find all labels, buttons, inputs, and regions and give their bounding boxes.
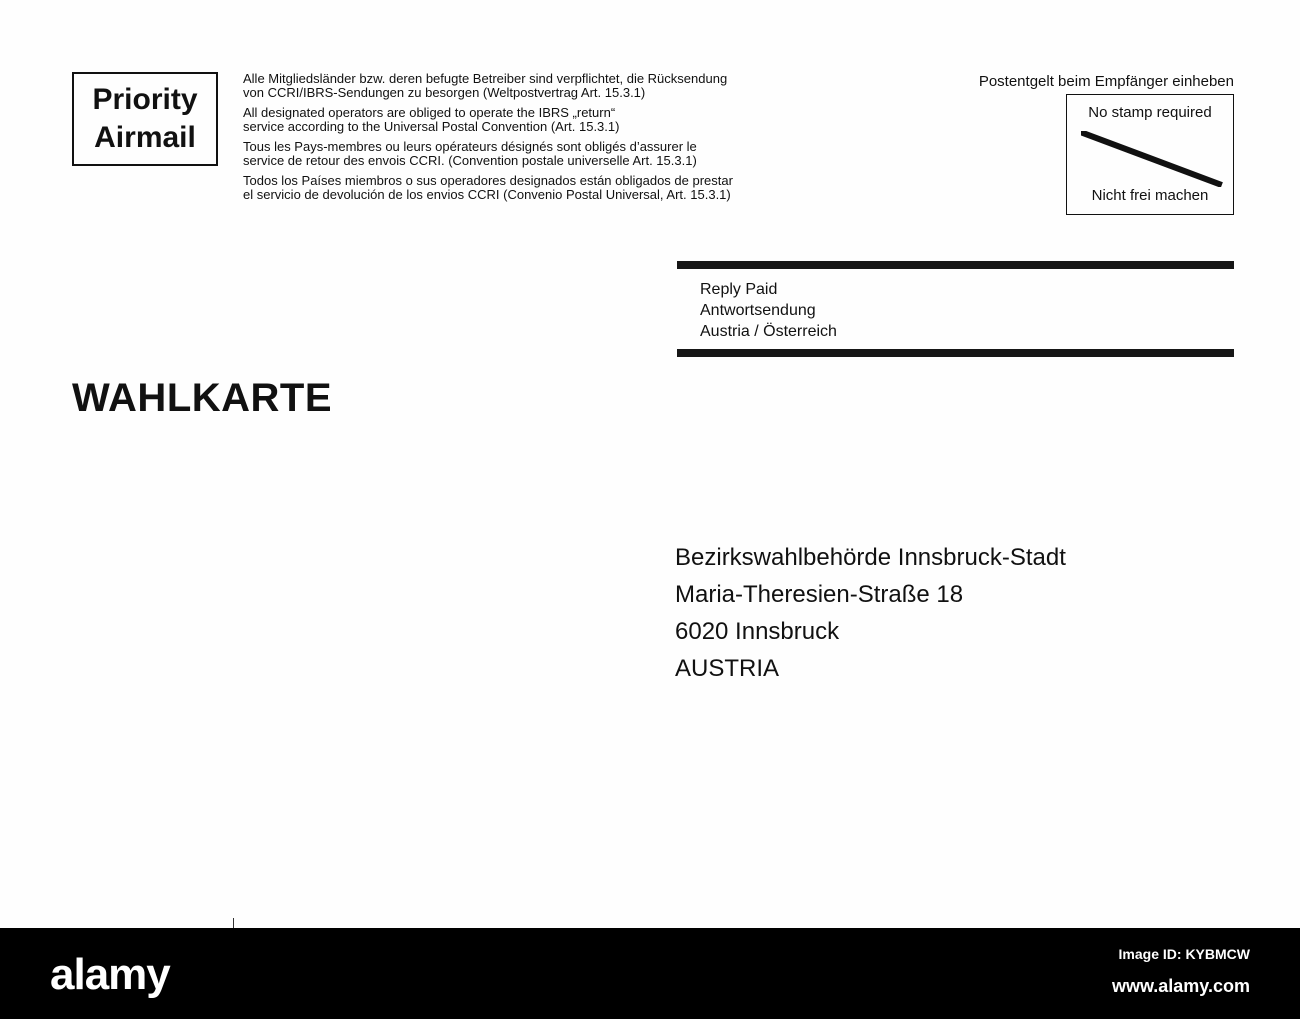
notice-french-line-2: service de retour des envois CCRI. (Convention postale universelle Art. 15.3.1) (243, 153, 697, 168)
recipient-line-3: 6020 Innsbruck (675, 618, 840, 645)
reply-top-bar (677, 261, 1234, 269)
document-title: WAHLKARTE (72, 376, 333, 420)
stamp-box (1066, 94, 1234, 215)
priority-airmail-label (72, 72, 218, 166)
notice-spanish-line-2: el servicio de devolución de los envios CCRI (Convenio Postal Universal, Art. 15.3.1) (243, 187, 731, 202)
recipient-line-1: Bezirkswahlbehörde Innsbruck-Stadt (675, 544, 1066, 571)
notice-german (243, 72, 783, 100)
fold-mark (233, 918, 234, 928)
postage-label: Postentgelt beim Empfänger einheben (978, 73, 1234, 90)
priority-line-2: Airmail (94, 121, 196, 154)
notice-english (243, 106, 783, 134)
reply-bottom-bar (677, 349, 1234, 357)
legal-notice (243, 72, 783, 208)
reply-paid-block (700, 279, 837, 342)
reply-line-1: Reply Paid (700, 281, 778, 298)
image-id: Image ID: KYBMCW (1118, 946, 1250, 962)
notice-spanish-line-1: Todos los Países miembros o sus operadores designados están obligados de prestar (243, 173, 733, 188)
notice-english-line-1: All designated operators are obliged to operate the IBRS „return“ (243, 105, 616, 120)
stamp-top-text: No stamp required (1088, 104, 1212, 121)
watermark-footer (0, 928, 1300, 1019)
brand-logo: alamy (50, 950, 170, 999)
notice-french (243, 140, 783, 168)
notice-french-line-1: Tous les Pays-membres ou leurs opérateurs désignés sont obligés d’assurer le (243, 139, 697, 154)
notice-english-line-2: service according to the Universal Postal Convention (Art. 15.3.1) (243, 119, 620, 134)
notice-german-line-1: Alle Mitgliedsländer bzw. deren befugte Betreiber sind verpflichtet, die Rücksendung (243, 71, 728, 86)
stamp-bottom-text: Nicht frei machen (1091, 187, 1209, 204)
reply-line-3: Austria / Österreich (700, 323, 837, 340)
diagonal-bar-icon (1081, 131, 1223, 187)
notice-spanish (243, 174, 783, 202)
notice-german-line-2: von CCRI/IBRS-Sendungen zu besorgen (Weltpostvertrag Art. 15.3.1) (243, 85, 646, 100)
priority-line-1: Priority (92, 83, 198, 116)
reply-line-2: Antwortsendung (700, 302, 816, 319)
recipient-line-4: AUSTRIA (675, 655, 780, 682)
recipient-line-2: Maria-Theresien-Straße 18 (675, 581, 964, 608)
recipient-address (675, 539, 1066, 687)
site-url: www.alamy.com (1111, 976, 1250, 996)
